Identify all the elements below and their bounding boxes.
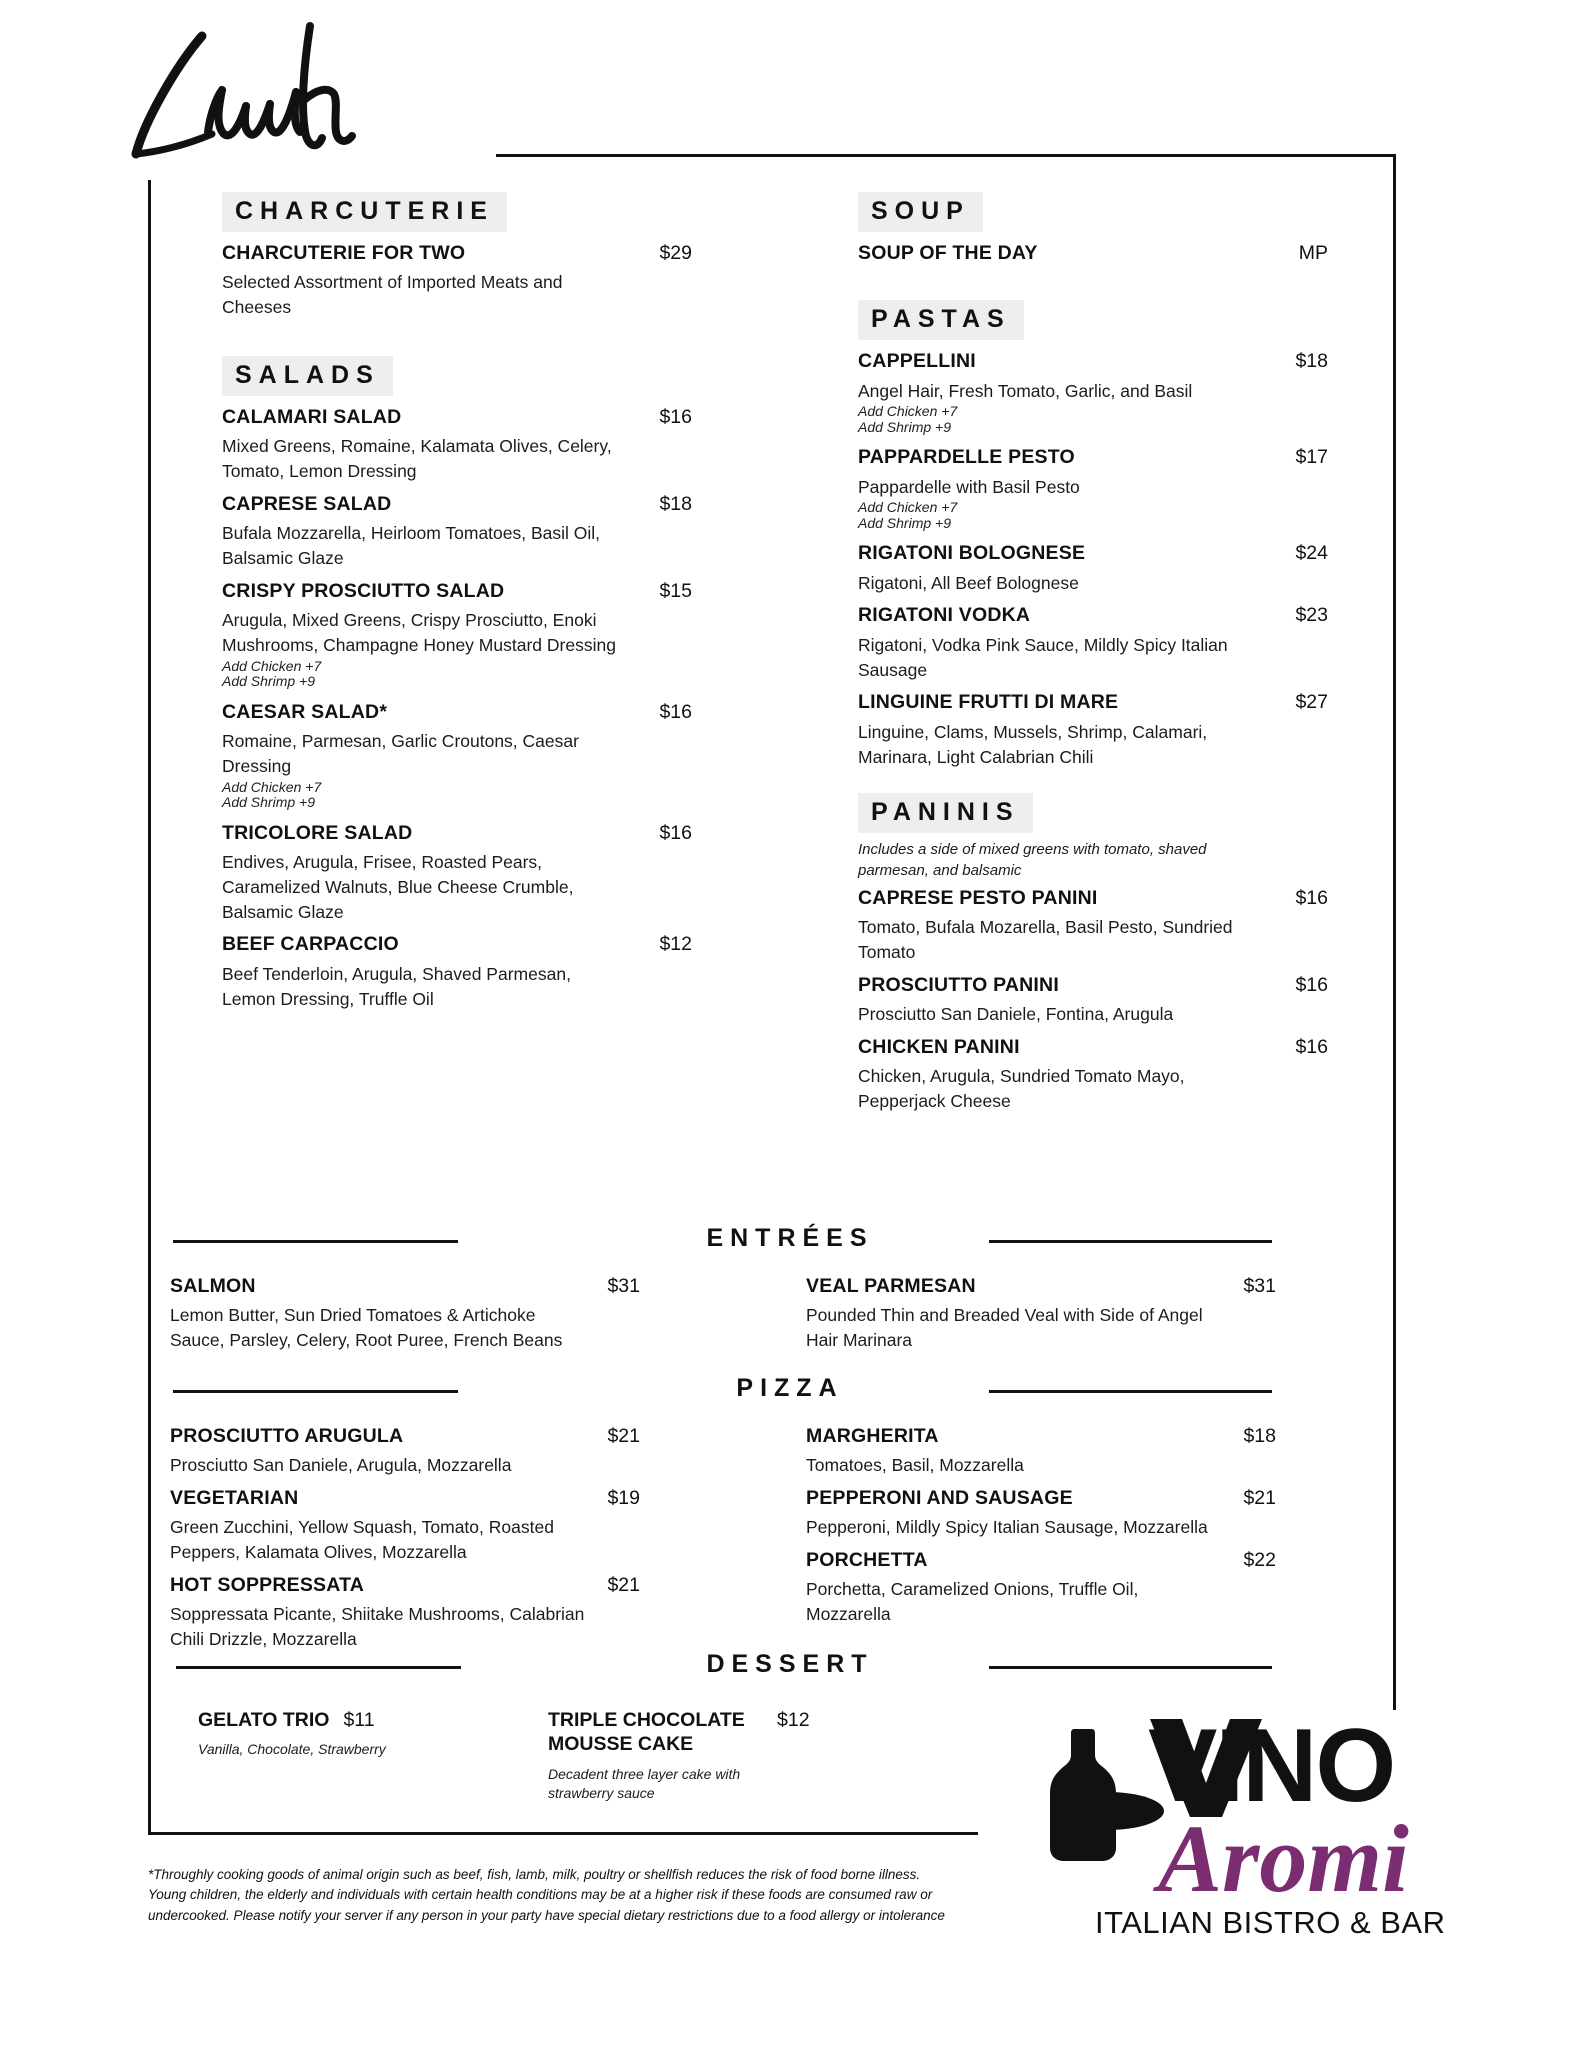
menu-item: [170, 1272, 640, 1353]
item-description: Soppressata Picante, Shiitake Mushrooms, Calabrian Chili Drizzle, Mozzarella: [170, 1604, 585, 1650]
wine-bottle-icon: [1050, 1729, 1164, 1861]
item-description: Linguine, Clams, Mussels, Shrimp, Calamari, Marinara, Light Calabrian Chili: [858, 721, 1208, 767]
brand-name-script: Aromi: [1158, 1805, 1409, 1912]
item-name: CAPPELLINI: [858, 350, 976, 373]
item-price: $17: [1295, 446, 1328, 469]
item-name: LINGUINE FRUTTI DI MARE: [858, 691, 1119, 714]
item-price: $21: [607, 1425, 640, 1447]
menu-item: [222, 577, 692, 691]
left-column: [222, 192, 692, 1017]
item-description: Chicken, Arugula, Sundried Tomato Mayo, Pepperjack Cheese: [858, 1066, 1185, 1112]
item-description: Vanilla, Chocolate, Strawberry: [198, 1741, 386, 1758]
menu-item: [222, 403, 692, 484]
item-price: $31: [607, 1275, 640, 1297]
item-name: CHARCUTERIE FOR TWO: [222, 242, 466, 264]
item-description: Selected Assortment of Imported Meats and Cheeses: [222, 272, 563, 318]
item-addon: Add Chicken +7: [222, 778, 322, 795]
item-description: Tomatoes, Basil, Mozzarella: [806, 1455, 1024, 1476]
item-description: Beef Tenderloin, Arugula, Shaved Parmesan, Lemon Dressing, Truffle Oil: [222, 963, 571, 1009]
item-description: Romaine, Parmesan, Garlic Croutons, Caesar Dressing: [222, 731, 579, 776]
rule-right: [989, 1666, 1272, 1669]
menu-item: [858, 884, 1328, 965]
section-heading-pizza: PIZZA: [736, 1374, 844, 1402]
item-name: PROSCIUTTO ARUGULA: [170, 1425, 404, 1447]
item-description: Prosciutto San Daniele, Arugula, Mozzarella: [170, 1455, 512, 1476]
item-price: $12: [777, 1709, 810, 1731]
item-price: $16: [659, 821, 692, 844]
pizza-right-column: [806, 1422, 1276, 1658]
menu-item: [858, 688, 1328, 769]
item-name: VEGETARIAN: [170, 1487, 299, 1510]
rule-right: [989, 1390, 1272, 1393]
item-price: $24: [1295, 542, 1328, 565]
menu-item: [858, 1033, 1328, 1114]
allergen-disclaimer: *Throughly cooking goods of animal origin such as beef, fish, lamb, milk, poultry or shellfish reduces the risk of food borne illness. Young children, the elderly and individuals with certain health conditions may be at a higher risk if these foods are consumed raw or undercooked. Please notify your server if any person in your party have special dietary restrictions due to a food allergy or intolerance: [148, 1867, 945, 1923]
item-price: $11: [343, 1709, 375, 1731]
item-description: Angel Hair, Fresh Tomato, Garlic, and Basil: [858, 380, 1193, 401]
item-description: Pepperoni, Mildly Spicy Italian Sausage, Mozzarella: [806, 1517, 1208, 1538]
item-price: $18: [659, 492, 692, 515]
item-price: $18: [1243, 1425, 1276, 1447]
item-name: PROSCIUTTO PANINI: [858, 973, 1059, 996]
rule-right: [989, 1240, 1272, 1243]
brand-tagline: ITALIAN BISTRO & BAR: [1095, 1905, 1446, 1940]
section-salads: [222, 356, 692, 1011]
item-description: Endives, Arugula, Frisee, Roasted Pears, Caramelized Walnuts, Blue Cheese Crumble, Balsamic Glaze: [222, 851, 574, 922]
menu-item: [858, 347, 1328, 436]
item-description: Tomato, Bufala Mozarella, Basil Pesto, Sundried Tomato: [858, 917, 1233, 962]
menu-item: [222, 930, 692, 1011]
section-heading-soup: SOUP: [858, 192, 983, 232]
menu-item: [170, 1484, 640, 1565]
menu-item: [806, 1484, 1276, 1540]
item-name: BEEF CARPACCIO: [222, 933, 399, 956]
menu-item: [222, 819, 692, 925]
item-price: $16: [1295, 973, 1328, 996]
item-name: RIGATONI BOLOGNESE: [858, 542, 1086, 565]
rule-left: [176, 1666, 461, 1669]
menu-item: [222, 239, 692, 320]
item-price: MP: [1298, 242, 1328, 264]
item-name: PEPPERONI AND SAUSAGE: [806, 1487, 1073, 1510]
menu-item: [198, 1708, 498, 1803]
item-price: $19: [607, 1487, 640, 1510]
item-description: Porchetta, Caramelized Onions, Truffle Oil, Mozzarella: [806, 1579, 1139, 1625]
item-name: PORCHETTA: [806, 1549, 928, 1572]
item-price: $18: [1295, 350, 1328, 373]
item-price: $16: [659, 700, 692, 723]
frame-rule-bottom: [148, 1832, 978, 1835]
item-addon: Add Shrimp +9: [858, 418, 951, 435]
section-pastas: [858, 300, 1328, 769]
item-description: Bufala Mozzarella, Heirloom Tomatoes, Basil Oil, Balsamic Glaze: [222, 523, 601, 569]
item-description: Rigatoni, All Beef Bolognese: [858, 572, 1079, 593]
item-price: $21: [607, 1574, 640, 1597]
item-name: CALAMARI SALAD: [222, 405, 402, 428]
section-soup: [858, 192, 1328, 267]
section-gap: [222, 326, 692, 356]
item-description: Green Zucchini, Yellow Squash, Tomato, Roasted Peppers, Kalamata Olives, Mozzarella: [170, 1517, 554, 1563]
item-price: $21: [1243, 1487, 1276, 1510]
item-name: CHICKEN PANINI: [858, 1035, 1020, 1058]
item-addon: Add Shrimp +9: [222, 794, 315, 811]
section-heading-salads: SALADS: [222, 356, 393, 396]
menu-item: [858, 443, 1328, 532]
item-price: $15: [659, 579, 692, 602]
menu-item: [548, 1708, 868, 1803]
item-name: GELATO TRIO: [198, 1709, 330, 1731]
section-note: Includes a side of mixed greens with tomato, shaved parmesan, and balsamic: [858, 841, 1207, 879]
menu-item: [858, 601, 1328, 682]
item-description: Arugula, Mixed Greens, Crispy Prosciutto, Enoki Mushrooms, Champagne Honey Mustard Dressing: [222, 610, 616, 655]
menu-item: [170, 1571, 640, 1652]
section-heading-entrees: ENTRÉES: [706, 1224, 874, 1252]
menu-item: [170, 1422, 640, 1478]
item-price: $31: [1243, 1275, 1276, 1297]
item-name: SOUP OF THE DAY: [858, 242, 1038, 264]
page-title: [104, 14, 424, 174]
item-description: Decadent three layer cake with strawberry sauce: [548, 1765, 741, 1801]
menu-item: [858, 971, 1328, 1027]
item-price: $16: [659, 405, 692, 428]
section-gap: [858, 775, 1328, 793]
brand-name-top: VINO: [1148, 1708, 1395, 1824]
item-name: PAPPARDELLE PESTO: [858, 446, 1075, 469]
item-addon: Add Chicken +7: [222, 657, 322, 674]
item-addon: Add Chicken +7: [858, 403, 958, 420]
item-description: Rigatoni, Vodka Pink Sauce, Mildly Spicy Italian Sausage: [858, 634, 1228, 680]
menu-item: [806, 1546, 1276, 1627]
section-paninis: [858, 793, 1328, 1114]
menu-item: [806, 1422, 1276, 1478]
item-name: CAPRESE SALAD: [222, 492, 392, 515]
section-charcuterie: [222, 192, 692, 320]
section-pizza: [170, 1374, 1410, 1658]
section-heading-dessert: DESSERT: [706, 1650, 874, 1678]
item-name: VEAL PARMESAN: [806, 1275, 976, 1297]
item-price: $16: [1295, 886, 1328, 909]
rule-left: [173, 1390, 458, 1393]
item-name: TRIPLE CHOCOLATE MOUSSE CAKE: [548, 1709, 745, 1756]
section-heading-charcuterie: CHARCUTERIE: [222, 192, 507, 232]
section-entrees: [170, 1224, 1410, 1359]
section-heading-paninis: PANINIS: [858, 793, 1033, 833]
item-addon: Add Shrimp +9: [858, 514, 951, 531]
menu-item: [806, 1272, 1276, 1353]
menu-item: [222, 698, 692, 812]
section-gap: [858, 270, 1328, 300]
item-price: $23: [1295, 604, 1328, 627]
item-price: $22: [1243, 1549, 1276, 1572]
item-addon: Add Shrimp +9: [222, 673, 315, 690]
item-name: RIGATONI VODKA: [858, 604, 1031, 627]
item-description: Lemon Butter, Sun Dried Tomatoes & Artichoke Sauce, Parsley, Celery, Root Puree, French Beans: [170, 1305, 563, 1351]
item-name: SALMON: [170, 1275, 256, 1297]
item-name: CAPRESE PESTO PANINI: [858, 886, 1098, 909]
item-name: HOT SOPPRESSATA: [170, 1574, 365, 1597]
item-price: $29: [659, 242, 692, 264]
item-description: Pounded Thin and Breaded Veal with Side of Angel Hair Marinara: [806, 1305, 1203, 1351]
frame-rule-top: [496, 154, 1393, 157]
entrees-left-column: [170, 1272, 640, 1359]
item-addon: Add Chicken +7: [858, 499, 958, 516]
item-price: $27: [1295, 691, 1328, 714]
menu-item: [222, 490, 692, 571]
item-name: TRICOLORE SALAD: [222, 821, 413, 844]
menu-item: [858, 539, 1328, 595]
item-name: MARGHERITA: [806, 1425, 939, 1447]
rule-left: [173, 1240, 458, 1243]
item-description: Prosciutto San Daniele, Fontina, Arugula: [858, 1004, 1174, 1025]
menu-item: [858, 239, 1328, 267]
section-heading-pastas: PASTAS: [858, 300, 1024, 340]
entrees-right-column: [806, 1272, 1276, 1359]
right-column: [858, 192, 1328, 1120]
item-price: $12: [659, 933, 692, 956]
item-description: Pappardelle with Basil Pesto: [858, 476, 1080, 497]
item-name: CAESAR SALAD*: [222, 700, 388, 723]
frame-rule-left: [148, 180, 151, 1835]
item-name: CRISPY PROSCIUTTO SALAD: [222, 579, 505, 602]
item-description: Mixed Greens, Romaine, Kalamata Olives, Celery, Tomato, Lemon Dressing: [222, 436, 612, 482]
item-price: $16: [1295, 1035, 1328, 1058]
pizza-left-column: [170, 1422, 640, 1658]
